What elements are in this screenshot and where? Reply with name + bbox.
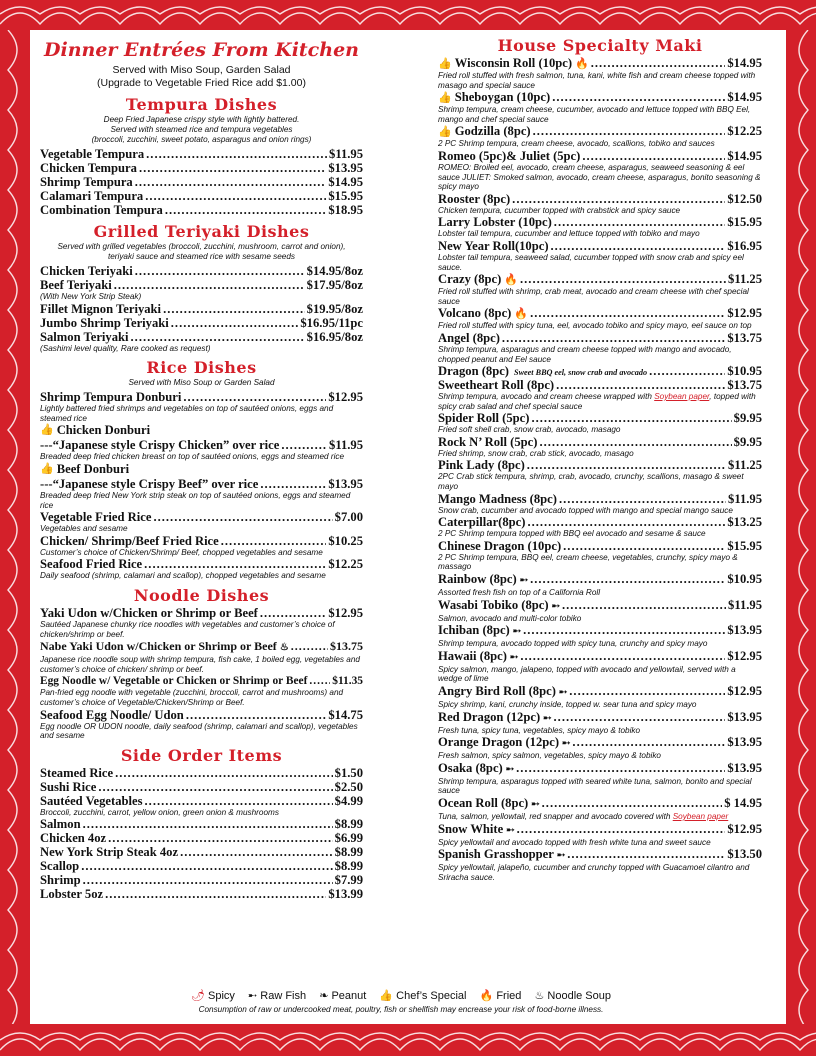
raw-fish-icon: ➸ xyxy=(519,575,529,587)
item-desc: Fried roll stuffed with fresh salmon, tuna, kani, white fish and cream cheese topped with masago and special sauce xyxy=(438,71,756,90)
item-price: $12.25 xyxy=(727,124,762,139)
item-price: $11.95 xyxy=(728,491,762,506)
menu-item xyxy=(438,215,762,229)
item-price: $11.25 xyxy=(728,458,762,473)
raw-fish-icon: ➸ xyxy=(558,687,568,698)
menu-item xyxy=(438,411,762,425)
left-column xyxy=(40,34,363,901)
right-column xyxy=(438,34,762,882)
menu-item xyxy=(40,887,363,901)
item-price: $16.95 xyxy=(727,238,762,253)
noodle-soup-icon: ♨ xyxy=(279,642,289,654)
dinner-note: Served with Miso Soup, Garden Salad xyxy=(112,64,291,76)
item-price: $14.95 xyxy=(727,148,762,163)
tempura-desc: (broccoli, zucchini, sweet potato, asparagus and onion rings) xyxy=(91,135,312,144)
item-name: Wasabi Tobiko (8pc) xyxy=(438,597,549,612)
menu-item xyxy=(40,510,363,524)
item-desc: Shrimp tempura, asparagus topped with seared white tuna, salmon, bonito and special sauce xyxy=(438,776,752,796)
item-desc: Vegetables and sesame xyxy=(40,524,128,534)
menu-item xyxy=(40,639,363,655)
item-desc: Japanese rice noodle soup with shrimp tempura, fish cake, 1 boiled egg, vegetables and customer’s choice of chicken/ shrimp or beef. xyxy=(40,655,360,674)
item-note: (With New York Strip Steak) xyxy=(40,292,142,301)
item-price: $13.95 xyxy=(727,623,762,638)
menu-item xyxy=(438,796,762,812)
soybean-paper-note: Soybean paper xyxy=(672,811,729,821)
left-border-pattern xyxy=(0,30,30,1024)
menu-item xyxy=(438,623,762,639)
item-desc: Breaded deep fried chicken breast on top of sautéed onions, eggs and steamed rice xyxy=(40,452,345,462)
chef-special-icon: 👍 xyxy=(438,58,452,70)
menu-item xyxy=(438,90,762,105)
menu-item xyxy=(40,175,363,189)
item-desc: Fried roll stuffed with spicy tuna, eel, avocado tobiko and spicy mayo, eel sauce on top xyxy=(438,321,752,331)
menu-item xyxy=(438,364,762,378)
menu-item xyxy=(438,56,762,71)
item-name: Caterpillar(8pc) xyxy=(438,515,526,530)
menu-item xyxy=(438,458,762,472)
item-desc: Spicy salmon, mango, jalapeno, topped with avocado and yellowtail, served with a wedge of lime xyxy=(438,664,736,684)
tempura-title: Tempura Dishes xyxy=(125,95,278,114)
menu-item xyxy=(40,534,363,548)
teriyaki-desc: teriyaki sauce and steamed rice with sesame seeds xyxy=(107,252,296,261)
item-desc: 2PC Crab stick tempura, shrimp, crab, avocado, crunchy, scallions, masago & sweet mayo xyxy=(438,472,744,492)
dinner-upgrade-note: (Upgrade to Vegetable Fried Rice add $1.00) xyxy=(97,77,306,89)
item-name: Jumbo Shrimp Teriyaki xyxy=(40,315,169,330)
item-name: Spanish Grasshopper xyxy=(438,847,554,862)
item-price: $12.95 xyxy=(727,306,762,321)
item-name: Egg Noodle w/ Vegetable or Chicken or Shrimp or Beef xyxy=(40,675,308,688)
menu-item xyxy=(40,189,363,203)
item-price: $13.75 xyxy=(330,639,363,654)
item-desc: Fried shrimp, snow crab, crab stick, avocado, masago xyxy=(438,448,634,458)
item-name: Sweetheart Roll (8pc) xyxy=(438,378,555,393)
item-name: Beef Teriyaki xyxy=(40,278,112,292)
item-name: Combination Tempura xyxy=(40,203,163,217)
teriyaki-title: Grilled Teriyaki Dishes xyxy=(93,222,310,241)
item-name: Wisconsin Roll (10pc) xyxy=(454,56,573,70)
menu-item xyxy=(40,873,363,887)
item-price: $12.50 xyxy=(727,191,762,206)
chicken-donburi-label: 👍 Chicken Donburi xyxy=(40,423,151,438)
item-desc: Fresh salmon, spicy salmon, vegetables, spicy mayo & tobiko xyxy=(438,751,661,761)
item-price: $14.95 xyxy=(727,56,762,70)
item-desc: Tuna, salmon, yellowtail, red snapper and avocado covered with Soybean paper xyxy=(438,811,729,821)
item-name: Angel (8pc) xyxy=(438,330,500,345)
menu-item xyxy=(40,316,363,330)
item-price: $12.95 xyxy=(727,821,762,836)
item-name: Scallop xyxy=(40,859,80,874)
menu-item xyxy=(40,606,363,620)
item-price: $13.95 xyxy=(727,735,762,750)
item-price: $12.95 xyxy=(328,605,363,620)
menu-item xyxy=(438,306,762,321)
item-price: $10.25 xyxy=(328,533,363,548)
item-name: Mango Madness (8pc) xyxy=(438,491,557,506)
item-price: $12.25 xyxy=(328,557,363,572)
item-desc: 2 PC Shrimp tempura topped with BBQ eel avocado and sesame & sauce xyxy=(438,529,706,539)
item-name: Angry Bird Roll (8pc) xyxy=(438,684,556,698)
menu-item xyxy=(40,557,363,571)
raw-fish-icon: ➸ xyxy=(543,712,552,724)
item-name: Chicken Tempura xyxy=(40,161,137,175)
maki-list xyxy=(438,56,762,882)
item-name: Shrimp Tempura xyxy=(40,175,133,189)
house-specialty-title: House Specialty Maki xyxy=(497,36,703,55)
menu-item xyxy=(40,302,363,316)
item-name: Calamari Tempura xyxy=(40,189,144,203)
menu-item xyxy=(40,794,363,808)
menu-item xyxy=(40,817,363,831)
legend-chef-special: Chef’s Special xyxy=(396,990,467,1002)
item-note: (Sashimi level quality, Rare cooked as request) xyxy=(40,343,211,353)
dinner-entrees-title: Dinner Entrées From Kitchen xyxy=(44,39,359,61)
item-name: Ichiban (8pc) xyxy=(438,623,510,638)
item-price: $15.95 xyxy=(328,189,363,203)
chef-special-icon: 👍 xyxy=(438,126,452,139)
item-price: $11.95 xyxy=(329,438,363,453)
rice-title: Rice Dishes xyxy=(146,358,257,378)
item-name: Chinese Dragon (10pc) xyxy=(438,538,562,553)
item-price: $16.95/8oz xyxy=(306,329,363,344)
top-border-pattern xyxy=(0,0,816,30)
item-name: Seafood Fried Rice xyxy=(40,557,143,572)
chef-special-icon: 👍 xyxy=(40,462,54,475)
side-order-title: Side Order Items xyxy=(120,745,283,765)
item-price: $16.95/11pc xyxy=(300,315,363,330)
item-price: $8.99 xyxy=(334,859,363,874)
teriyaki-desc: Served with grilled vegetables (broccoli, zucchini, mushroom, carrot and onion), xyxy=(57,242,346,251)
item-desc: Broccoli, zucchini, carrot, yellow onion, green onion & mushrooms xyxy=(40,807,279,817)
item-price: $6.99 xyxy=(334,831,363,846)
menu-item xyxy=(40,831,363,845)
item-name: Lobster 5oz xyxy=(40,887,104,902)
legend-raw-fish: Raw Fish xyxy=(260,990,307,1002)
item-name: New York Strip Steak 4oz xyxy=(40,845,179,860)
menu-item xyxy=(438,435,762,449)
item-desc: Shrimp tempura, asparagus and cream cheese topped with mango and avocado, chopped peanut and Eel sauce xyxy=(438,344,732,364)
item-price: $2.50 xyxy=(334,779,363,794)
item-price: $13.25 xyxy=(727,515,762,530)
menu-item xyxy=(438,331,762,345)
chef-special-icon: 👍 xyxy=(379,990,394,1002)
item-name: Osaka (8pc) xyxy=(438,760,503,775)
menu-item xyxy=(40,161,363,175)
item-name: Seafood Egg Noodle/ Udon xyxy=(40,707,184,722)
peanut-icon: ❧ xyxy=(319,990,329,1002)
item-name: Steamed Rice xyxy=(40,765,114,780)
menu-item xyxy=(438,649,762,665)
noodle-soup-icon: ♨ xyxy=(534,990,545,1002)
menu-item xyxy=(40,845,363,859)
item-price: $4.99 xyxy=(334,793,363,808)
menu-item xyxy=(438,598,762,614)
raw-fish-icon: ➸ xyxy=(248,990,258,1002)
rice-subtitle: Served with Miso Soup or Garden Salad xyxy=(128,378,275,388)
item-name: ---“Japanese style Crispy Beef” over rice xyxy=(40,476,259,491)
beef-donburi-label: 👍 Beef Donburi xyxy=(40,461,130,476)
item-name: Vegetable Tempura xyxy=(40,147,145,161)
item-price: $13.95 xyxy=(328,476,363,491)
menu-item xyxy=(438,149,762,163)
legend xyxy=(40,990,762,1016)
menu-item xyxy=(40,708,363,722)
legend-spicy: Spicy xyxy=(208,990,235,1002)
item-name: Fillet Mignon Teriyaki xyxy=(40,301,162,316)
menu-item xyxy=(438,515,762,529)
item-name: Shrimp Tempura Donburi xyxy=(40,390,182,405)
raw-fish-icon: ➸ xyxy=(505,763,515,775)
raw-fish-icon: ➸ xyxy=(506,824,515,836)
item-price: $7.99 xyxy=(334,873,363,888)
item-name: Volcano (8pc) xyxy=(438,306,512,321)
menu-item xyxy=(40,390,363,404)
item-name: Yaki Udon w/Chicken or Shrimp or Beef xyxy=(40,605,258,620)
item-price: $11.35 xyxy=(332,675,363,688)
item-desc: Lightly battered fried shrimps and vegetables on top of sautéed onions, eggs and steamed rice xyxy=(40,404,334,423)
item-desc: Shrimp tempura, avocado and cream cheese wrapped with Soybean paper, topped with spicy crab salad and chef special sauce xyxy=(438,392,756,411)
item-price: $8.99 xyxy=(334,817,363,832)
item-desc: Fried roll stuffed with shrimp, crab meat, avocado and cream cheese with chef special sauce xyxy=(438,287,749,306)
raw-fish-icon: ➸ xyxy=(531,798,540,810)
item-price: $15.95 xyxy=(727,215,762,230)
item-desc: Fresh tuna, spicy tuna, vegetables, spicy mayo & tobiko xyxy=(438,725,641,735)
soybean-paper-note: Soybean paper xyxy=(654,392,710,402)
item-price: $7.00 xyxy=(334,510,363,525)
raw-fish-icon: ➸ xyxy=(556,850,566,862)
item-desc: Shrimp tempura, avocado topped with spicy tuna, crunchy and spicy mayo xyxy=(438,639,708,649)
item-price: $12.95 xyxy=(727,648,762,663)
item-name: Shrimp xyxy=(40,873,81,888)
item-name: Nabe Yaki Udon w/Chicken or Shrimp or Beef xyxy=(40,639,277,654)
item-name: New Year Roll(10pc) xyxy=(438,238,549,253)
tempura-desc: Deep Fried Japanese crispy style with lightly battered. xyxy=(103,115,300,124)
legend-fried: Fried xyxy=(496,990,522,1002)
fried-icon: 🔥 xyxy=(504,274,518,287)
food-warning: Consumption of raw or undercooked meat, poultry, fish or shellfish may encrease your risk of food-borne illness. xyxy=(198,1005,604,1014)
raw-fish-icon: ➸ xyxy=(551,600,560,612)
chef-special-icon: 👍 xyxy=(438,92,452,105)
item-desc: Spicy yellowtail, jalapeño, cucumber and crunchy topped with Guacamoel cilantro and Sriracha sauce. xyxy=(438,863,750,882)
item-name: Salmon Teriyaki xyxy=(40,329,129,344)
item-name: Rock N’ Roll (5pc) xyxy=(438,434,538,449)
item-desc: Customer’s choice of Chicken/Shrimp/ Beef, chopped vegetables and sesame xyxy=(40,547,323,557)
item-desc: Spicy shrimp, kani, crunchy inside, topped w. sear tuna and spicy mayo xyxy=(438,700,697,709)
tempura-desc: Served with steamed rice and tempura vegetables xyxy=(110,125,293,134)
item-name: Chicken 4oz xyxy=(40,831,107,846)
item-price: $14.95/8oz xyxy=(306,264,363,278)
item-name: Orange Dragon (12pc) xyxy=(438,735,560,750)
menu-item xyxy=(40,766,363,780)
item-desc: Sautéed Japanese chunky rice noodles with vegetables and customer’s choice of chicken/shrimp or beef. xyxy=(40,619,335,639)
item-price: $19.95/8oz xyxy=(306,301,363,316)
menu-item xyxy=(438,822,762,838)
item-desc: Spicy yellowtail and avocado topped with fresh white tuna and sweet sauce xyxy=(438,837,711,847)
item-desc: Daily seafood (shrimp, calamari and scallop), chopped vegetables and sesame xyxy=(40,571,326,581)
menu-item xyxy=(438,492,762,506)
item-desc: ROMEO: Broiled eel, avocado, cream cheese, asparagus, seaweed seasoning & eel sauce JULIET: Smoked salmon, avocado, cream cheese, asparagus, bonito seasoning & spicy mayo xyxy=(438,162,761,192)
raw-fish-icon: ➸ xyxy=(512,626,522,638)
fried-icon: 🔥 xyxy=(575,58,589,70)
menu-item xyxy=(438,572,762,588)
fried-icon: 🔥 xyxy=(479,990,494,1002)
item-desc: Salmon, avocado and multi-color tobiko xyxy=(438,613,582,623)
right-border-pattern xyxy=(786,30,816,1024)
item-name: Chicken Teriyaki xyxy=(40,264,133,278)
item-name: Godzilla (8pc) xyxy=(454,124,531,139)
menu-item xyxy=(438,272,762,287)
item-desc: Lobster tail tempura, cucumber and lettuce topped with tobiko and mayo xyxy=(438,229,700,239)
item-desc: Egg noodle OR UDON noodle, daily seafood (shrimp, calamari and scallop), vegetables and sesame xyxy=(40,721,358,741)
menu-item xyxy=(438,847,762,863)
legend-peanut: Peanut xyxy=(331,990,367,1002)
item-name: Sushi Rice xyxy=(40,779,97,794)
item-name: Salmon xyxy=(40,817,81,832)
item-name: Ocean Roll (8pc) xyxy=(438,795,529,810)
menu-item xyxy=(40,438,363,452)
menu-item xyxy=(438,710,762,726)
menu-item xyxy=(438,192,762,206)
menu-item xyxy=(40,330,363,344)
menu-item xyxy=(40,264,363,278)
item-name: Sheboygan (10pc) xyxy=(454,90,551,105)
item-name: Larry Lobster (10pc) xyxy=(438,215,552,230)
menu-item xyxy=(40,859,363,873)
item-desc: 2 PC Shrimp tempura, BBQ eel, cream cheese, vegetables, crunchy, spicy mayo & massago xyxy=(438,552,738,572)
item-price: $12.95 xyxy=(727,684,762,698)
item-price: $10.95 xyxy=(727,364,762,379)
item-desc: 2 PC Shrimp tempura, cream cheese, avocado, scallions, tobiko and sauces xyxy=(438,139,715,149)
item-name: Pink Lady (8pc) xyxy=(438,458,525,473)
item-price: $8.99 xyxy=(334,845,363,860)
item-price: $13.95 xyxy=(727,760,762,775)
item-desc: Pan-fried egg noodle with vegetable (zucchini, broccoli, carrot and mushrooms) and customer’s choice of Vegetable/Chicken/Shrimp or Beef. xyxy=(40,688,344,707)
raw-fish-icon: ➸ xyxy=(562,738,571,750)
menu-item xyxy=(40,203,363,217)
item-name: Chicken/ Shrimp/Beef Fried Rice xyxy=(40,533,219,548)
item-name: Dragon (8pc) xyxy=(438,364,510,379)
spicy-icon: 🌶 xyxy=(191,990,205,1002)
item-desc: Sweet BBQ eel, snow crab and avocado xyxy=(514,368,648,378)
item-price: $10.95 xyxy=(727,572,762,587)
item-price: $15.95 xyxy=(727,538,762,553)
item-name: Vegetable Fried Rice xyxy=(40,510,152,525)
menu-item xyxy=(40,780,363,794)
menu-item xyxy=(438,684,762,700)
item-price: $9.95 xyxy=(733,434,762,449)
item-name: ---“Japanese style Crispy Chicken” over rice xyxy=(40,438,280,453)
item-price: $11.25 xyxy=(728,272,762,287)
item-price: $18.95 xyxy=(328,203,363,217)
item-price: $12.95 xyxy=(328,390,363,405)
item-price: $13.95 xyxy=(727,709,762,724)
menu-item xyxy=(438,761,762,777)
bottom-border-pattern xyxy=(0,1024,816,1056)
noodle-title: Noodle Dishes xyxy=(133,585,270,605)
item-price: $ 14.95 xyxy=(724,795,762,810)
menu-item xyxy=(438,735,762,751)
item-name: Rainbow (8pc) xyxy=(438,572,517,587)
item-desc: Assorted fresh fish on top of a California Roll xyxy=(438,588,601,598)
item-price: $11.95 xyxy=(329,147,363,161)
item-desc: Breaded deep fried New York strip steak on top of sautéed onions, eggs and steamed rice xyxy=(40,490,351,510)
item-price: $13.50 xyxy=(727,847,762,862)
item-price: $9.95 xyxy=(733,411,762,426)
legend-noodle-soup: Noodle Soup xyxy=(547,990,611,1002)
item-name: Sautéed Vegetables xyxy=(40,793,143,808)
item-desc: Chicken tempura, cucumber topped with crabstick and spicy sauce xyxy=(438,205,681,215)
item-price: $1.50 xyxy=(334,765,363,780)
item-price: $14.95 xyxy=(727,90,762,105)
item-price: $14.75 xyxy=(328,707,363,722)
raw-fish-icon: ➸ xyxy=(509,651,519,663)
item-name: Crazy (8pc) xyxy=(438,272,502,287)
menu-item xyxy=(40,674,363,688)
item-price: $17.95/8oz xyxy=(306,278,363,292)
item-desc: Lobster tail tempura, seaweed salad, cucumber topped with snow crab and spicy eel sauce. xyxy=(438,252,744,272)
item-name: Spider Roll (5pc) xyxy=(438,411,530,426)
menu-item xyxy=(438,539,762,553)
item-price: $13.95 xyxy=(328,161,363,175)
menu-item xyxy=(438,378,762,392)
item-price: $13.75 xyxy=(727,378,762,393)
item-desc: Shrimp tempura, cream cheese, cucumber, avocado and lettuce topped with BBQ Eel, mango and chef special sauce xyxy=(438,105,751,124)
item-name: Hawaii (8pc) xyxy=(438,648,507,663)
item-name: Snow White xyxy=(438,821,504,836)
menu-item xyxy=(40,477,363,491)
item-name: Rooster (8pc) xyxy=(438,191,511,206)
fried-icon: 🔥 xyxy=(514,308,529,321)
item-name: Red Dragon (12pc) xyxy=(438,709,541,724)
item-desc: Snow crab, cucumber and avocado topped with mango and special mango sauce xyxy=(438,505,733,515)
item-name: Romeo (5pc)& Juliet (5pc) xyxy=(438,148,581,163)
chef-special-icon: 👍 xyxy=(40,424,54,437)
item-desc: Fried soft shell crab, snow crab, avocado, masago xyxy=(438,425,621,435)
item-price: $11.95 xyxy=(728,597,762,612)
menu-item xyxy=(40,147,363,161)
item-price: $14.95 xyxy=(328,175,363,189)
item-price: $13.75 xyxy=(727,330,762,345)
menu-item xyxy=(438,124,762,139)
menu-item xyxy=(40,278,363,292)
item-price: $13.99 xyxy=(328,887,363,902)
menu-item xyxy=(438,239,762,253)
